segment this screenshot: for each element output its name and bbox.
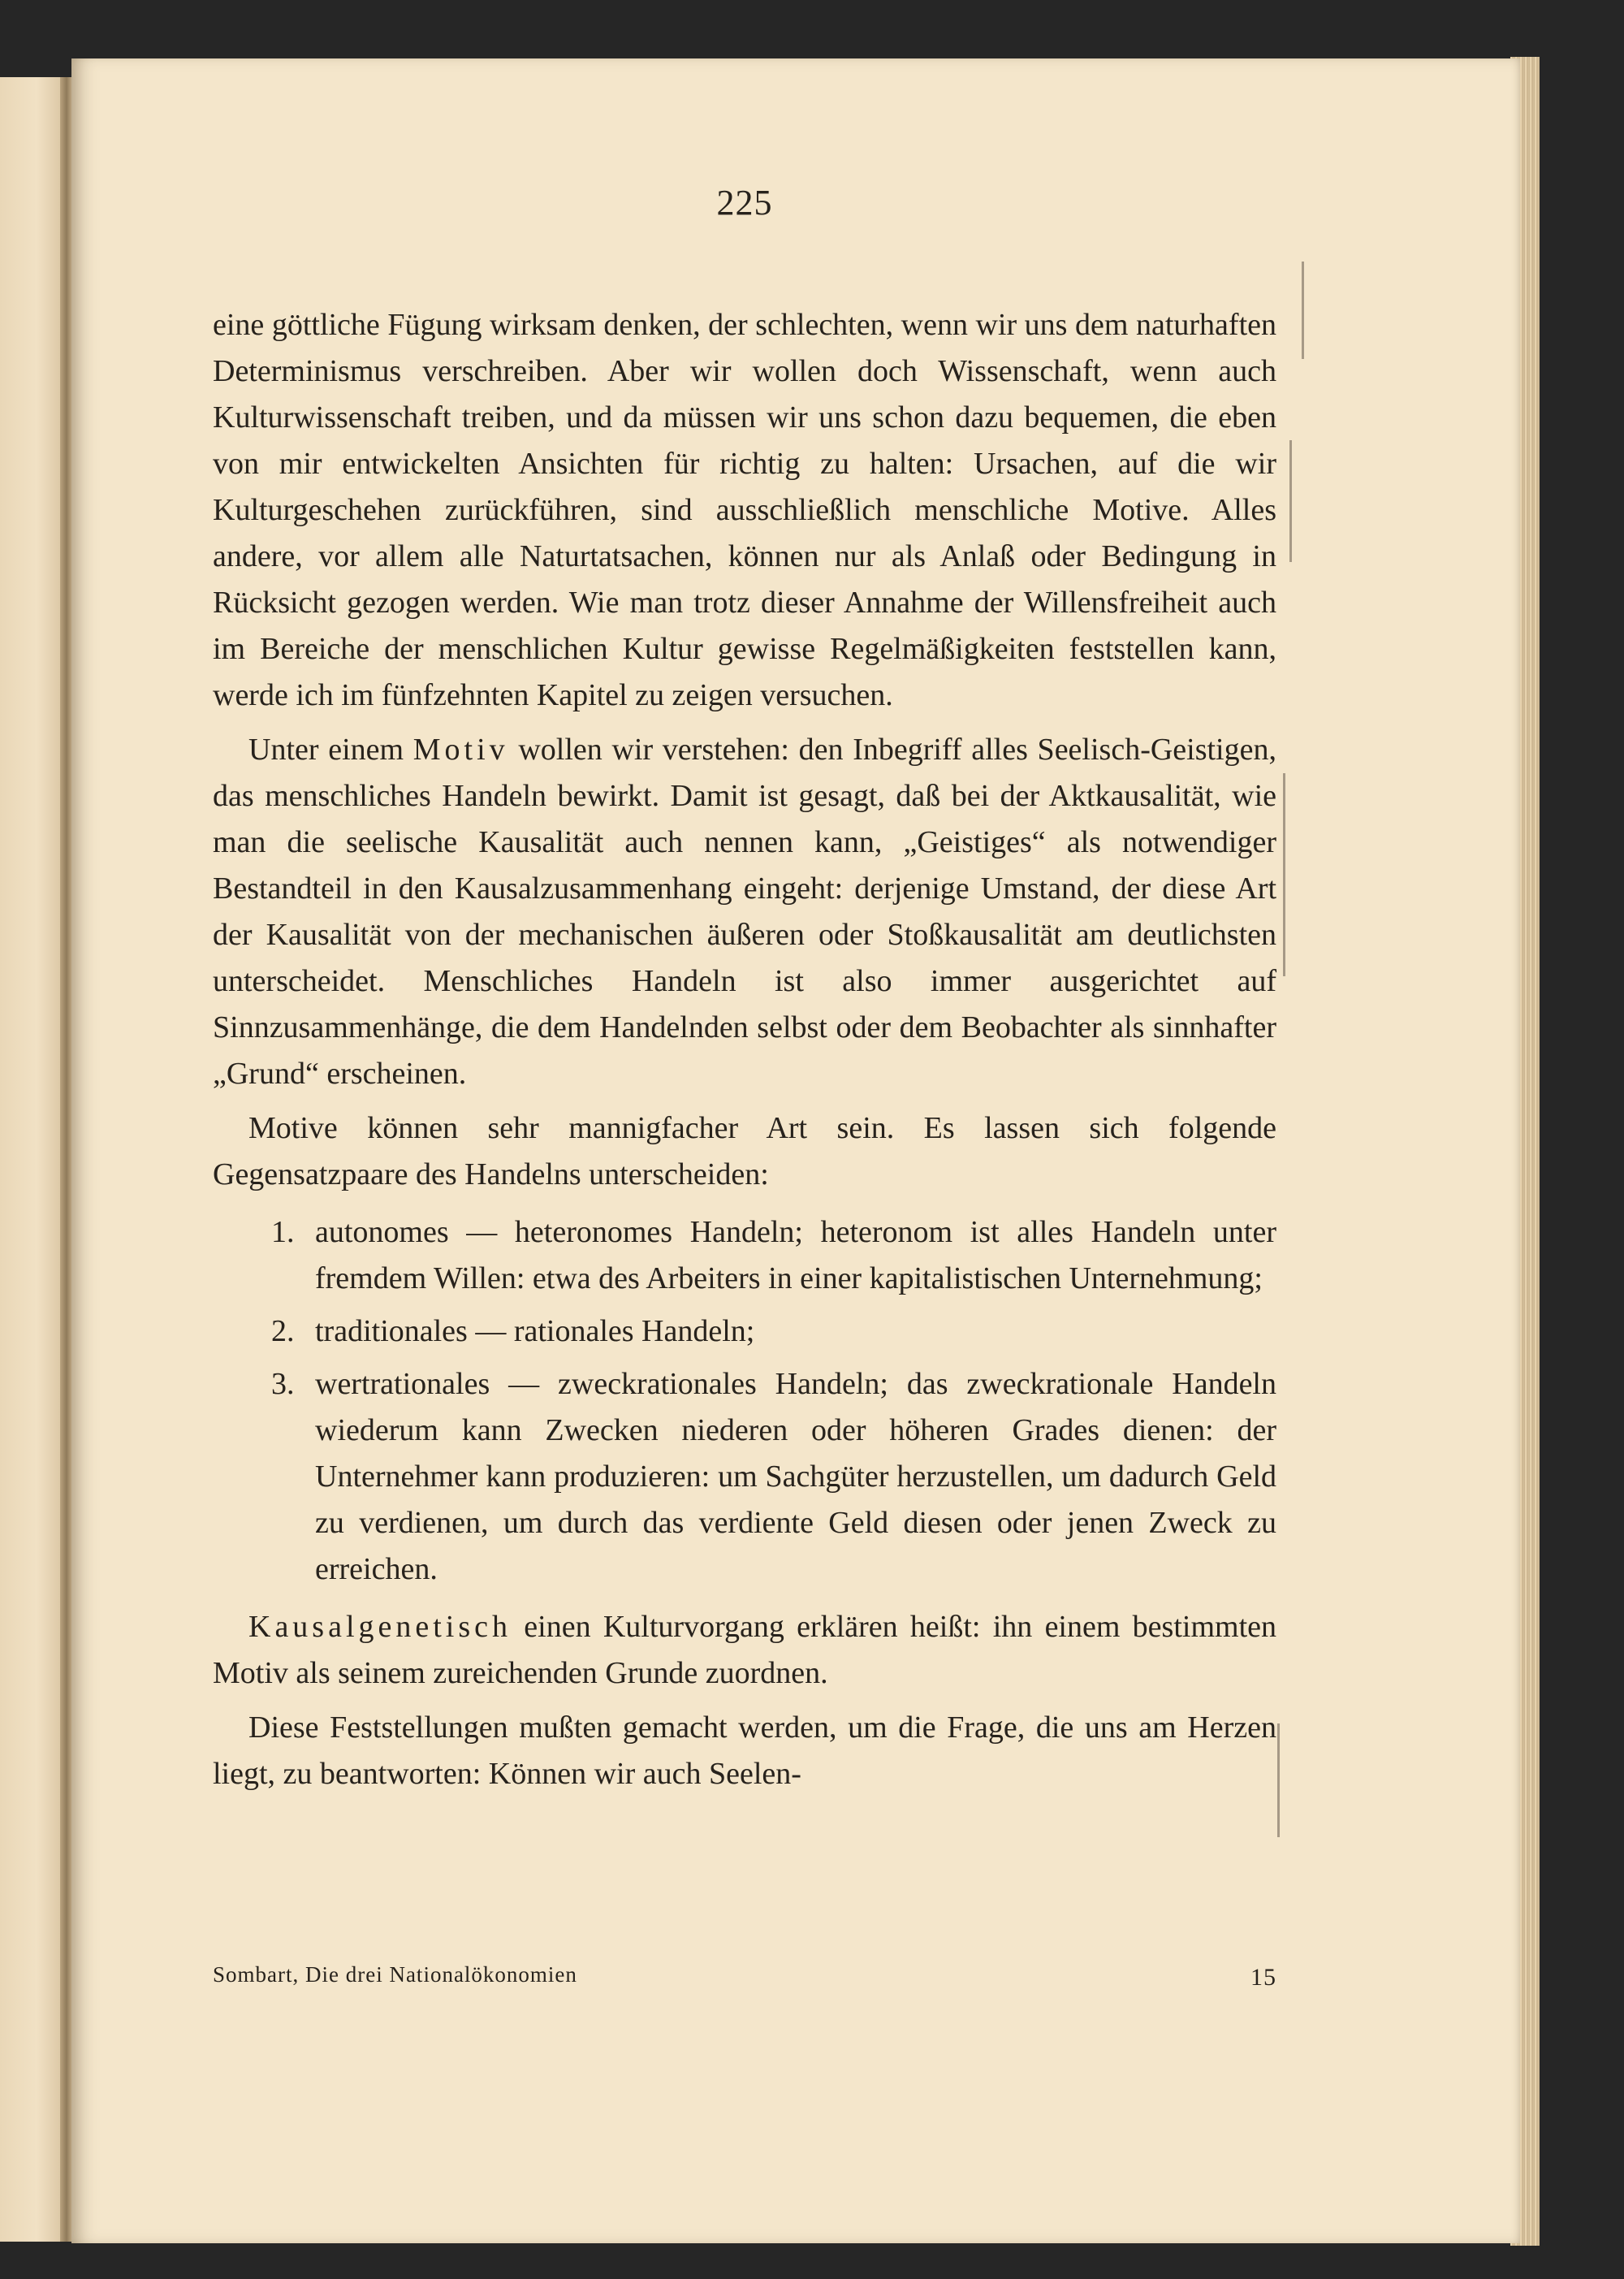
pencil-margin-mark: [1302, 262, 1304, 359]
list-item-text: autonomes — heteronomes Handeln; heteronom ist alles Handeln unter fremdem Willen: etwa des Arbeiters in einer kapitalistischen Unternehmung;: [315, 1215, 1276, 1295]
list-item: [213, 1209, 1276, 1302]
book-page: [71, 58, 1520, 2243]
list-item-number: 3.: [271, 1367, 295, 1401]
paragraph-4: [213, 1604, 1276, 1697]
paragraph-2: [213, 727, 1276, 1097]
list-item: [213, 1308, 1276, 1355]
page-number: 225: [716, 183, 773, 223]
list-item-number: 1.: [271, 1215, 295, 1249]
paragraph-3: Motive können sehr mannigfacher Art sein. Es lassen sich folgende Gegensatzpaare des Handelns unterscheiden:: [213, 1111, 1276, 1191]
emphasis-kausalgenetisch: Kausalgenetisch: [248, 1610, 512, 1644]
emphasis-motiv: Motiv: [412, 733, 509, 767]
paragraph-1: eine göttliche Fügung wirksam denken, der schlechten, wenn wir uns dem naturhaften Determinismus verschreiben. Aber wir wollen doch Wissenschaft, wenn auch Kulturwissenschaft treiben, und da müssen wir uns schon dazu bequemen, die eben von mir entwickelten Ansichten für richtig zu halten: Ursachen, auf die wir Kulturgeschehen zurückführen, sind ausschließlich menschliche Motive. Alles andere, vor allem alle Naturtatsachen, können nur als Anlaß oder Bedingung in Rücksicht gezogen werden. Wie man trotz dieser Annahme der Willensfreiheit auch im Bereiche der menschlichen Kultur gewisse Regelmäßigkeiten feststellen kann, werde ich im fünfzehnten Kapitel zu zeigen versuchen.: [213, 308, 1276, 712]
signature-mark: 15: [1250, 1964, 1276, 1991]
pencil-margin-mark: [1283, 773, 1285, 976]
list-item-text: wertrationales — zweckrationales Handeln; das zweckrationale Handeln wiederum kann Zwecken niederen oder höheren Grades dienen: der Unternehmer kann produzieren: um Sachgüter herzustellen, um dadurch Geld zu verdienen, um durch das verdiente Geld diesen oder jenen Zweck zu erreichen.: [315, 1367, 1276, 1586]
paragraph-2-lead: Unter einem: [248, 733, 413, 767]
pencil-margin-mark: [1277, 1723, 1280, 1837]
body-text: [213, 302, 1276, 1797]
paragraph-5: Diese Feststellungen mußten gemacht werden, um die Frage, die uns am Herzen liegt, zu beantworten: Können wir auch Seelen-: [213, 1710, 1276, 1791]
list-item: [213, 1361, 1276, 1593]
running-title: Sombart, Die drei Nationalökonomien: [213, 1962, 577, 1987]
pencil-margin-mark: [1289, 440, 1292, 562]
list-item-text: traditionales — rationales Handeln;: [315, 1314, 755, 1348]
page-footer: [213, 1962, 1276, 1991]
list-item-number: 2.: [271, 1314, 295, 1348]
left-page-edge: [0, 77, 67, 2242]
paragraph-2-rest: wollen wir verstehen: den Inbegriff alles Seelisch-Geistigen, das menschliches Handeln bewirkt. Damit ist gesagt, daß bei der Aktkausalität, wie man die seelische Kausalität auch nennen kann, „Geistiges“ als notwendiger Bestandteil in den Kausalzusammenhang eingeht: derjenige Umstand, der diese Art der Kausalität von der mechanischen äußeren oder Stoßkausalität am deutlichsten unterscheidet. Menschliches Handeln ist also immer ausgerichtet auf Sinnzusammenhänge, die dem Handelnden selbst oder dem Beobachter als sinnhafter „Grund“ erscheinen.: [213, 733, 1276, 1091]
motive-list: [213, 1209, 1276, 1593]
paragraph-4-rest: einen Kulturvorgang erklären heißt: ihn einem bestimmten Motiv als seinem zureichenden Grunde zuordnen.: [213, 1610, 1276, 1690]
